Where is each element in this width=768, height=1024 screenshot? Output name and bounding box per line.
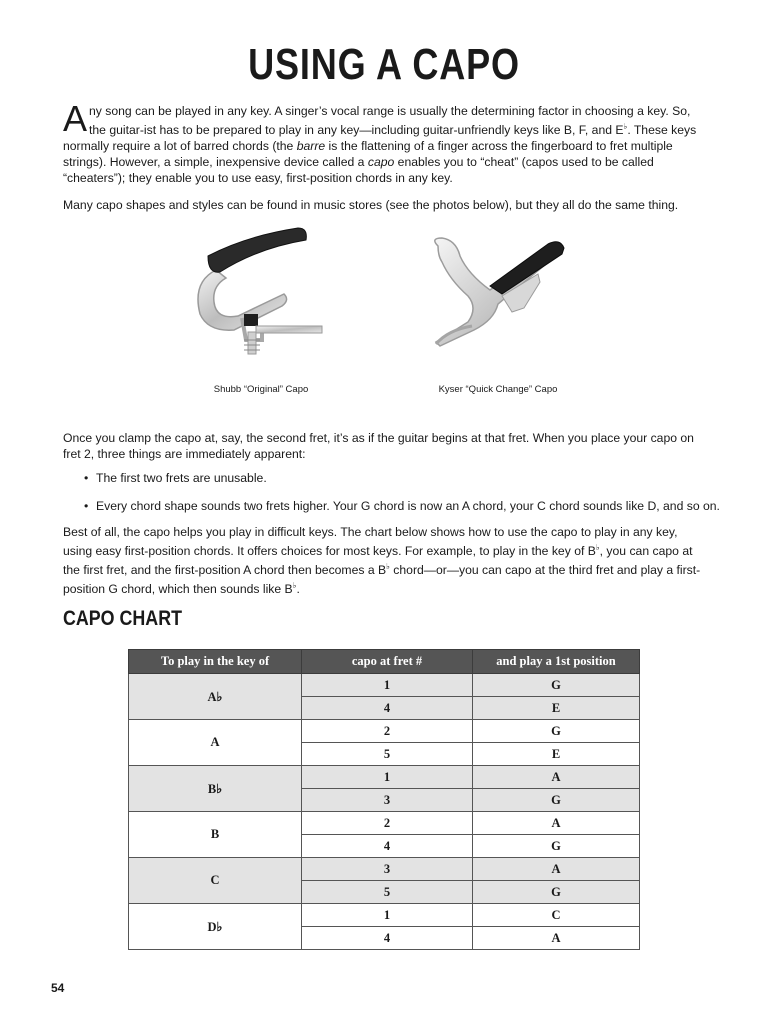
- fret-cell: 1: [302, 904, 473, 927]
- key-cell: C: [129, 858, 302, 904]
- fret-cell: 1: [302, 766, 473, 789]
- chord-cell: E: [473, 697, 640, 720]
- shubb-capo-photo: [186, 222, 326, 360]
- table-row: [129, 674, 640, 697]
- kyser-caption: Kyser “Quick Change” Capo: [438, 384, 558, 395]
- capo-chart-table: [128, 649, 640, 950]
- bullet-item: • The first two frets are unusable.: [84, 471, 267, 485]
- key-cell: A♭: [129, 674, 302, 720]
- column-header: capo at fret #: [302, 650, 473, 674]
- chord-cell: G: [473, 720, 640, 743]
- page-title: USING A CAPO: [248, 40, 520, 89]
- chord-cell: A: [473, 927, 640, 950]
- key-cell: A: [129, 720, 302, 766]
- fret-cell: 2: [302, 812, 473, 835]
- table-header-row: [129, 650, 640, 674]
- fret-cell: 5: [302, 743, 473, 766]
- page-number: 54: [51, 981, 65, 995]
- table-row: [129, 766, 640, 789]
- fret-cell: 1: [302, 674, 473, 697]
- column-header: To play in the key of: [129, 650, 302, 674]
- shubb-caption: Shubb “Original” Capo: [213, 384, 309, 395]
- key-cell: B♭: [129, 766, 302, 812]
- fret-cell: 4: [302, 927, 473, 950]
- stores-paragraph: Many capo shapes and styles can be found in music stores (see the photos below), but they all do the same thing.: [63, 198, 679, 212]
- intro-paragraph: Any song can be played in any key. A singer’s vocal range is usually the determining factor in choosing a key. So, the guitar-ist has to be prepared to play in any key—including guitar-unfriendly keys like B, F, and E♭. These keys normally require a lot of barred chords (the barre is the flattening of a finger across the fingerboard to fret multiple strings). However, a simple, inexpensive device called a capo enables you to “cheat” (capos used to be called “cheaters”); they enable you to use easy, first-position chords in any key.: [63, 98, 697, 186]
- key-cell: B: [129, 812, 302, 858]
- chord-cell: G: [473, 881, 640, 904]
- kyser-capo-photo: [428, 234, 568, 352]
- chord-cell: C: [473, 904, 640, 927]
- drop-cap: A: [63, 98, 88, 139]
- table-row: [129, 904, 640, 927]
- chord-cell: G: [473, 789, 640, 812]
- chord-cell: A: [473, 766, 640, 789]
- chord-cell: A: [473, 812, 640, 835]
- chord-cell: E: [473, 743, 640, 766]
- chord-cell: A: [473, 858, 640, 881]
- chord-cell: G: [473, 674, 640, 697]
- section-title: CAPO CHART: [63, 607, 182, 630]
- fret-cell: 3: [302, 789, 473, 812]
- bullet-item: • Every chord shape sounds two frets higher. Your G chord is now an A chord, your C chord sounds like D, and so on.: [84, 499, 720, 513]
- fret-cell: 5: [302, 881, 473, 904]
- table-row: [129, 720, 640, 743]
- key-cell: D♭: [129, 904, 302, 950]
- fret-cell: 4: [302, 697, 473, 720]
- difficult-keys-paragraph: Best of all, the capo helps you play in difficult keys. The chart below shows how to use the capo to play in any key, using easy first-position chords. It offers choices for most keys. For example, to play in the key of B♭, you can capo at the first fret, and the first-position A chord then becomes a B♭ chord—or—you can capo at the third fret and play a first-position G chord, which then sounds like B♭.: [63, 525, 701, 597]
- fret-cell: 3: [302, 858, 473, 881]
- clamp-paragraph: Once you clamp the capo at, say, the second fret, it’s as if the guitar begins at that fret. When you place your capo on fret 2, three things are immediately apparent:: [63, 431, 694, 461]
- table-row: [129, 858, 640, 881]
- fret-cell: 4: [302, 835, 473, 858]
- fret-cell: 2: [302, 720, 473, 743]
- column-header: and play a 1st position: [473, 650, 640, 674]
- table-row: [129, 812, 640, 835]
- chord-cell: G: [473, 835, 640, 858]
